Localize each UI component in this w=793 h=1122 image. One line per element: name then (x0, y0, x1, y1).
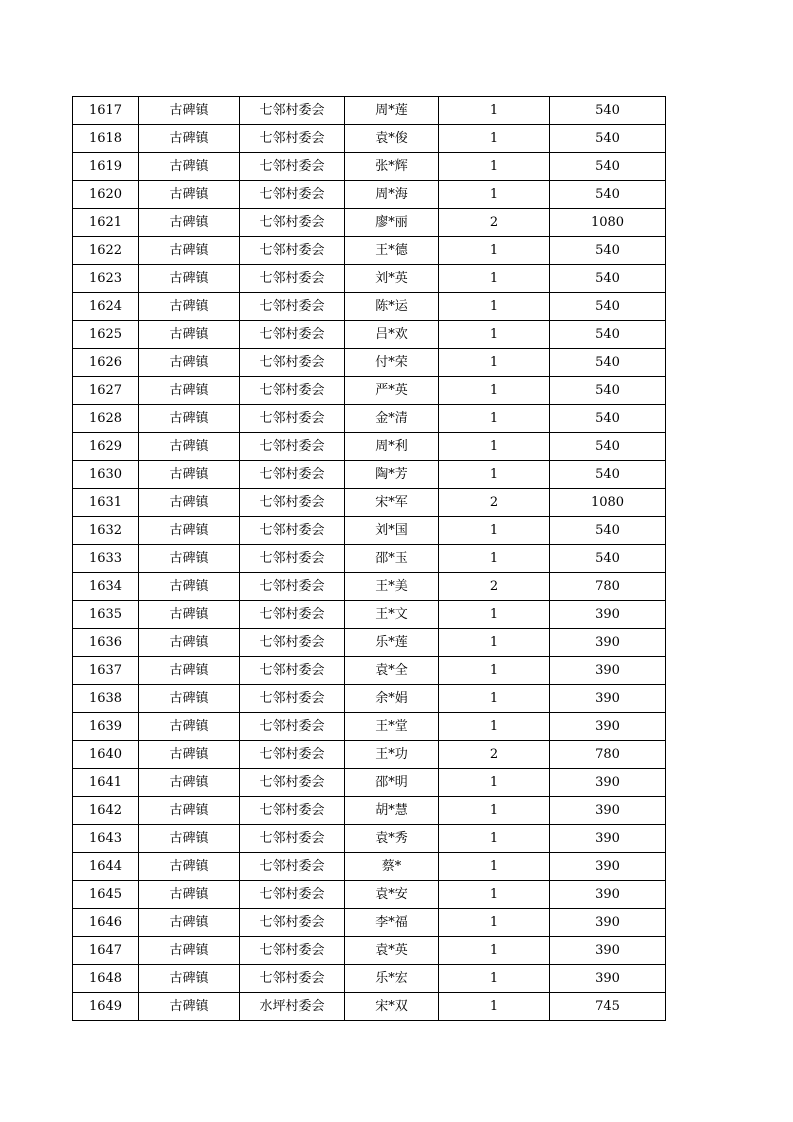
village-committee-cell: 七邻村委会 (240, 237, 345, 265)
amount-cell: 390 (550, 825, 666, 853)
village-committee-cell: 七邻村委会 (240, 937, 345, 965)
amount-cell: 780 (550, 573, 666, 601)
town-cell: 古碑镇 (139, 489, 240, 517)
row-number-cell: 1618 (73, 125, 139, 153)
town-cell: 古碑镇 (139, 153, 240, 181)
village-committee-cell: 水坪村委会 (240, 993, 345, 1021)
town-cell: 古碑镇 (139, 993, 240, 1021)
table-row (73, 209, 666, 237)
amount-cell: 745 (550, 993, 666, 1021)
amount-cell: 540 (550, 125, 666, 153)
row-number-cell: 1619 (73, 153, 139, 181)
name-cell: 宋*军 (345, 489, 439, 517)
table-row (73, 489, 666, 517)
town-cell: 古碑镇 (139, 853, 240, 881)
count-cell: 1 (439, 405, 550, 433)
name-cell: 严*英 (345, 377, 439, 405)
name-cell: 周*海 (345, 181, 439, 209)
count-cell: 1 (439, 713, 550, 741)
amount-cell: 390 (550, 853, 666, 881)
town-cell: 古碑镇 (139, 573, 240, 601)
count-cell: 1 (439, 293, 550, 321)
row-number-cell: 1648 (73, 965, 139, 993)
name-cell: 周*莲 (345, 97, 439, 125)
town-cell: 古碑镇 (139, 881, 240, 909)
name-cell: 余*娟 (345, 685, 439, 713)
count-cell: 1 (439, 825, 550, 853)
village-committee-cell: 七邻村委会 (240, 881, 345, 909)
name-cell: 宋*双 (345, 993, 439, 1021)
town-cell: 古碑镇 (139, 433, 240, 461)
amount-cell: 1080 (550, 209, 666, 237)
village-committee-cell: 七邻村委会 (240, 517, 345, 545)
name-cell: 乐*莲 (345, 629, 439, 657)
row-number-cell: 1639 (73, 713, 139, 741)
village-committee-cell: 七邻村委会 (240, 769, 345, 797)
row-number-cell: 1617 (73, 97, 139, 125)
table-row (73, 657, 666, 685)
count-cell: 1 (439, 965, 550, 993)
name-cell: 廖*丽 (345, 209, 439, 237)
name-cell: 金*清 (345, 405, 439, 433)
row-number-cell: 1637 (73, 657, 139, 685)
name-cell: 张*辉 (345, 153, 439, 181)
row-number-cell: 1633 (73, 545, 139, 573)
table-row (73, 517, 666, 545)
amount-cell: 390 (550, 685, 666, 713)
table-row (73, 153, 666, 181)
amount-cell: 1080 (550, 489, 666, 517)
count-cell: 2 (439, 741, 550, 769)
village-committee-cell: 七邻村委会 (240, 545, 345, 573)
town-cell: 古碑镇 (139, 909, 240, 937)
row-number-cell: 1632 (73, 517, 139, 545)
town-cell: 古碑镇 (139, 685, 240, 713)
village-committee-cell: 七邻村委会 (240, 153, 345, 181)
count-cell: 1 (439, 937, 550, 965)
row-number-cell: 1649 (73, 993, 139, 1021)
village-committee-cell: 七邻村委会 (240, 321, 345, 349)
count-cell: 2 (439, 489, 550, 517)
table-row (73, 97, 666, 125)
row-number-cell: 1622 (73, 237, 139, 265)
name-cell: 袁*全 (345, 657, 439, 685)
row-number-cell: 1642 (73, 797, 139, 825)
village-committee-cell: 七邻村委会 (240, 797, 345, 825)
row-number-cell: 1636 (73, 629, 139, 657)
name-cell: 胡*慧 (345, 797, 439, 825)
name-cell: 王*美 (345, 573, 439, 601)
table-body (73, 97, 666, 1021)
amount-cell: 540 (550, 517, 666, 545)
row-number-cell: 1624 (73, 293, 139, 321)
town-cell: 古碑镇 (139, 601, 240, 629)
village-committee-cell: 七邻村委会 (240, 377, 345, 405)
village-committee-cell: 七邻村委会 (240, 825, 345, 853)
name-cell: 刘*国 (345, 517, 439, 545)
town-cell: 古碑镇 (139, 937, 240, 965)
count-cell: 1 (439, 237, 550, 265)
amount-cell: 390 (550, 965, 666, 993)
table-row (73, 853, 666, 881)
name-cell: 王*堂 (345, 713, 439, 741)
amount-cell: 390 (550, 601, 666, 629)
name-cell: 周*利 (345, 433, 439, 461)
table-row (73, 881, 666, 909)
town-cell: 古碑镇 (139, 461, 240, 489)
count-cell: 1 (439, 97, 550, 125)
name-cell: 袁*英 (345, 937, 439, 965)
village-committee-cell: 七邻村委会 (240, 853, 345, 881)
count-cell: 2 (439, 573, 550, 601)
town-cell: 古碑镇 (139, 965, 240, 993)
row-number-cell: 1625 (73, 321, 139, 349)
town-cell: 古碑镇 (139, 629, 240, 657)
count-cell: 1 (439, 377, 550, 405)
village-committee-cell: 七邻村委会 (240, 909, 345, 937)
row-number-cell: 1627 (73, 377, 139, 405)
count-cell: 1 (439, 461, 550, 489)
amount-cell: 540 (550, 433, 666, 461)
town-cell: 古碑镇 (139, 321, 240, 349)
table-row (73, 433, 666, 461)
table-row (73, 293, 666, 321)
amount-cell: 540 (550, 545, 666, 573)
town-cell: 古碑镇 (139, 713, 240, 741)
village-committee-cell: 七邻村委会 (240, 209, 345, 237)
count-cell: 1 (439, 853, 550, 881)
table-row (73, 937, 666, 965)
town-cell: 古碑镇 (139, 517, 240, 545)
amount-cell: 540 (550, 153, 666, 181)
amount-cell: 540 (550, 461, 666, 489)
count-cell: 2 (439, 209, 550, 237)
table-row (73, 825, 666, 853)
name-cell: 袁*安 (345, 881, 439, 909)
name-cell: 袁*秀 (345, 825, 439, 853)
name-cell: 付*荣 (345, 349, 439, 377)
row-number-cell: 1620 (73, 181, 139, 209)
count-cell: 1 (439, 629, 550, 657)
count-cell: 1 (439, 349, 550, 377)
table-row (73, 909, 666, 937)
town-cell: 古碑镇 (139, 209, 240, 237)
village-committee-cell: 七邻村委会 (240, 489, 345, 517)
table-row (73, 741, 666, 769)
amount-cell: 390 (550, 629, 666, 657)
count-cell: 1 (439, 125, 550, 153)
table-row (73, 181, 666, 209)
name-cell: 刘*英 (345, 265, 439, 293)
village-committee-cell: 七邻村委会 (240, 265, 345, 293)
village-committee-cell: 七邻村委会 (240, 181, 345, 209)
amount-cell: 780 (550, 741, 666, 769)
row-number-cell: 1645 (73, 881, 139, 909)
table-row (73, 237, 666, 265)
name-cell: 李*福 (345, 909, 439, 937)
village-committee-cell: 七邻村委会 (240, 433, 345, 461)
row-number-cell: 1640 (73, 741, 139, 769)
amount-cell: 390 (550, 937, 666, 965)
village-committee-cell: 七邻村委会 (240, 349, 345, 377)
row-number-cell: 1647 (73, 937, 139, 965)
count-cell: 1 (439, 265, 550, 293)
table-row (73, 769, 666, 797)
name-cell: 王*功 (345, 741, 439, 769)
town-cell: 古碑镇 (139, 405, 240, 433)
amount-cell: 540 (550, 237, 666, 265)
amount-cell: 540 (550, 349, 666, 377)
amount-cell: 540 (550, 377, 666, 405)
town-cell: 古碑镇 (139, 797, 240, 825)
amount-cell: 540 (550, 181, 666, 209)
village-committee-cell: 七邻村委会 (240, 293, 345, 321)
row-number-cell: 1644 (73, 853, 139, 881)
amount-cell: 390 (550, 769, 666, 797)
amount-cell: 540 (550, 97, 666, 125)
town-cell: 古碑镇 (139, 293, 240, 321)
count-cell: 1 (439, 993, 550, 1021)
town-cell: 古碑镇 (139, 125, 240, 153)
table-row (73, 349, 666, 377)
count-cell: 1 (439, 797, 550, 825)
table-row (73, 601, 666, 629)
amount-cell: 540 (550, 293, 666, 321)
name-cell: 吕*欢 (345, 321, 439, 349)
table-row (73, 685, 666, 713)
town-cell: 古碑镇 (139, 181, 240, 209)
data-table (72, 96, 666, 1021)
amount-cell: 540 (550, 265, 666, 293)
table-row (73, 405, 666, 433)
row-number-cell: 1626 (73, 349, 139, 377)
table-row (73, 993, 666, 1021)
name-cell: 陈*运 (345, 293, 439, 321)
table-row (73, 461, 666, 489)
row-number-cell: 1628 (73, 405, 139, 433)
row-number-cell: 1631 (73, 489, 139, 517)
village-committee-cell: 七邻村委会 (240, 573, 345, 601)
town-cell: 古碑镇 (139, 657, 240, 685)
amount-cell: 390 (550, 797, 666, 825)
name-cell: 蔡* (345, 853, 439, 881)
village-committee-cell: 七邻村委会 (240, 657, 345, 685)
count-cell: 1 (439, 321, 550, 349)
amount-cell: 390 (550, 713, 666, 741)
row-number-cell: 1638 (73, 685, 139, 713)
count-cell: 1 (439, 153, 550, 181)
count-cell: 1 (439, 545, 550, 573)
town-cell: 古碑镇 (139, 741, 240, 769)
table-row (73, 265, 666, 293)
village-committee-cell: 七邻村委会 (240, 629, 345, 657)
name-cell: 王*文 (345, 601, 439, 629)
count-cell: 1 (439, 881, 550, 909)
row-number-cell: 1641 (73, 769, 139, 797)
town-cell: 古碑镇 (139, 237, 240, 265)
name-cell: 袁*俊 (345, 125, 439, 153)
row-number-cell: 1629 (73, 433, 139, 461)
count-cell: 1 (439, 769, 550, 797)
village-committee-cell: 七邻村委会 (240, 405, 345, 433)
count-cell: 1 (439, 601, 550, 629)
row-number-cell: 1634 (73, 573, 139, 601)
town-cell: 古碑镇 (139, 265, 240, 293)
name-cell: 乐*宏 (345, 965, 439, 993)
village-committee-cell: 七邻村委会 (240, 965, 345, 993)
town-cell: 古碑镇 (139, 545, 240, 573)
name-cell: 陶*芳 (345, 461, 439, 489)
count-cell: 1 (439, 433, 550, 461)
town-cell: 古碑镇 (139, 769, 240, 797)
name-cell: 邵*玉 (345, 545, 439, 573)
village-committee-cell: 七邻村委会 (240, 685, 345, 713)
table-row (73, 125, 666, 153)
row-number-cell: 1623 (73, 265, 139, 293)
amount-cell: 390 (550, 909, 666, 937)
table-row (73, 573, 666, 601)
town-cell: 古碑镇 (139, 377, 240, 405)
town-cell: 古碑镇 (139, 97, 240, 125)
amount-cell: 390 (550, 657, 666, 685)
count-cell: 1 (439, 517, 550, 545)
table-row (73, 965, 666, 993)
village-committee-cell: 七邻村委会 (240, 461, 345, 489)
village-committee-cell: 七邻村委会 (240, 125, 345, 153)
amount-cell: 390 (550, 881, 666, 909)
row-number-cell: 1643 (73, 825, 139, 853)
name-cell: 王*德 (345, 237, 439, 265)
row-number-cell: 1646 (73, 909, 139, 937)
count-cell: 1 (439, 685, 550, 713)
count-cell: 1 (439, 657, 550, 685)
table-row (73, 377, 666, 405)
town-cell: 古碑镇 (139, 825, 240, 853)
village-committee-cell: 七邻村委会 (240, 741, 345, 769)
amount-cell: 540 (550, 405, 666, 433)
village-committee-cell: 七邻村委会 (240, 713, 345, 741)
count-cell: 1 (439, 909, 550, 937)
town-cell: 古碑镇 (139, 349, 240, 377)
table-row (73, 545, 666, 573)
table-row (73, 713, 666, 741)
table-row (73, 321, 666, 349)
table-row (73, 797, 666, 825)
amount-cell: 540 (550, 321, 666, 349)
row-number-cell: 1635 (73, 601, 139, 629)
name-cell: 邵*明 (345, 769, 439, 797)
row-number-cell: 1621 (73, 209, 139, 237)
village-committee-cell: 七邻村委会 (240, 97, 345, 125)
table-row (73, 629, 666, 657)
count-cell: 1 (439, 181, 550, 209)
village-committee-cell: 七邻村委会 (240, 601, 345, 629)
row-number-cell: 1630 (73, 461, 139, 489)
